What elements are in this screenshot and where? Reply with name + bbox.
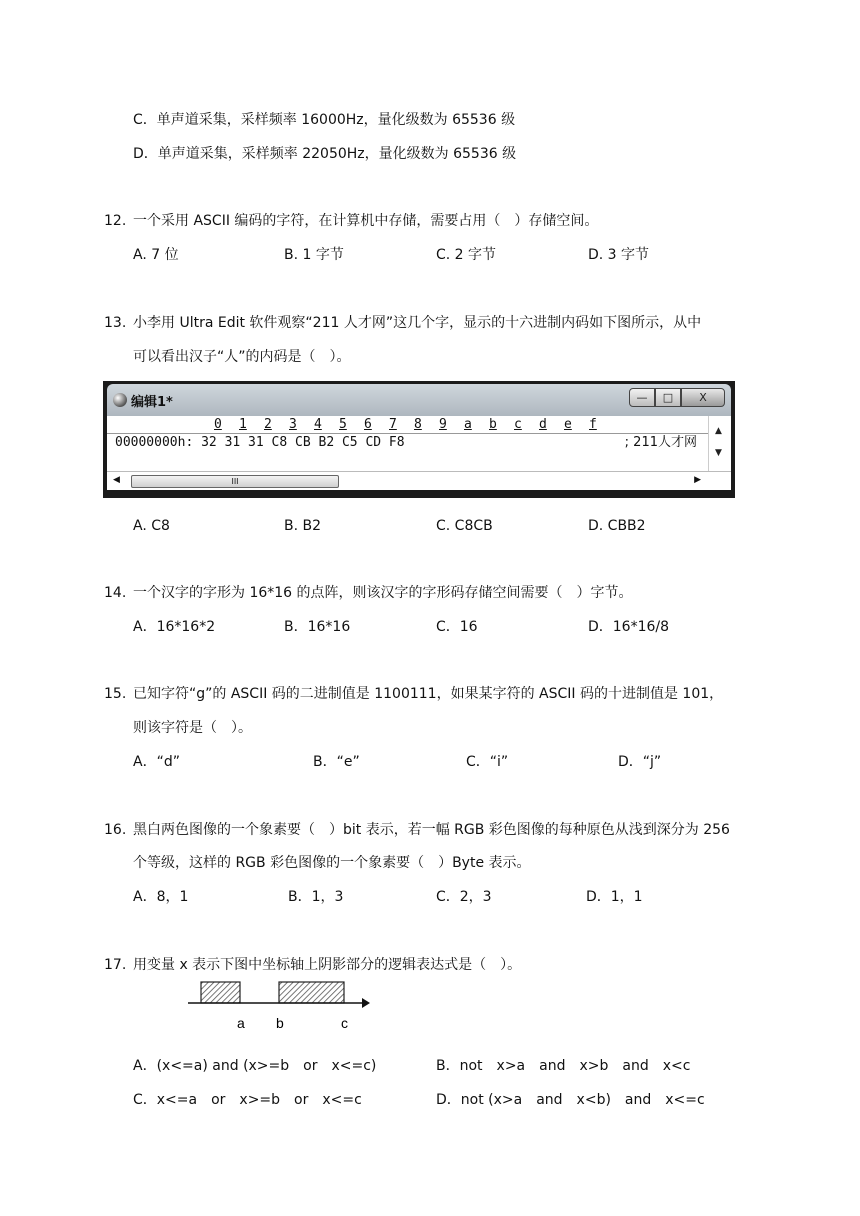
q14-number: 14. — [104, 585, 127, 601]
maximize-button: □ — [655, 388, 681, 407]
vertical-scrollbar — [708, 416, 731, 472]
q16-option-c: C．2，3 — [436, 889, 492, 905]
axis-label-b: b — [276, 1015, 284, 1031]
q16-option-d: D．1，1 — [586, 889, 643, 905]
q14-option-a: A．16*16*2 — [133, 619, 216, 635]
ultraedit-window-image — [103, 381, 735, 498]
q15-number: 15. — [104, 686, 127, 702]
q17-stem: 用变量 x 表示下图中坐标轴上阴影部分的逻辑表达式是（ ）。 — [133, 957, 522, 973]
q16-number: 16. — [104, 822, 127, 838]
q15-stem-line1: 已知字符“g”的 ASCII 码的二进制值是 1100111，如果某字符的 ASCII 码的十进制值是 101， — [133, 686, 724, 702]
q12-option-d: D. 3 字节 — [588, 247, 650, 263]
q15-stem-line2: 则该字符是（ ）。 — [133, 720, 252, 736]
scroll-right-icon: ▶ — [694, 475, 701, 485]
ruler-digit: 8 — [414, 417, 422, 432]
q16-stem-line1: 黑白两色图像的一个象素要（ ）bit 表示，若一幅 RGB 彩色图像的每种原色从浅到深分为 256 — [133, 822, 730, 838]
ruler-digit: e — [564, 417, 572, 432]
q13-option-c: C. C8CB — [436, 518, 493, 534]
minimize-button: — — [629, 388, 655, 407]
close-button: X — [681, 388, 725, 407]
q16-option-b: B．1，3 — [288, 889, 344, 905]
ruler-digit: f — [589, 417, 597, 432]
ruler-digit: 1 — [239, 417, 247, 432]
q14-option-c: C．16 — [436, 619, 478, 635]
q14-option-b: B．16*16 — [284, 619, 351, 635]
ascii-column: ; 211人才网 — [624, 435, 697, 450]
q11-option-d: D．单声道采集，采样频率 22050Hz，量化级数为 65536 级 — [133, 146, 517, 162]
ruler-digit: 4 — [314, 417, 322, 432]
hex-row: 00000000h: 32 31 31 C8 CB B2 C5 CD F8 — [115, 435, 405, 450]
q17-option-b: B．not x>a and x>b and x<c — [436, 1058, 691, 1074]
scroll-thumb: III — [131, 475, 339, 488]
q13-option-d: D. CBB2 — [588, 518, 646, 534]
axis-label-c: c — [341, 1015, 348, 1031]
axis-arrow-icon — [362, 998, 370, 1008]
q13-option-b: B. B2 — [284, 518, 322, 534]
q12-stem: 一个采用 ASCII 编码的字符，在计算机中存储，需要占用（ ）存储空间。 — [133, 213, 599, 229]
q16-option-a: A．8，1 — [133, 889, 189, 905]
ruler-digit: d — [539, 417, 547, 432]
ruler-digit: 5 — [339, 417, 347, 432]
ruler-digit: 7 — [389, 417, 397, 432]
ruler-digit: 2 — [264, 417, 272, 432]
q12-option-c: C. 2 字节 — [436, 247, 497, 263]
ultraedit-title: 编辑1* — [131, 395, 173, 410]
q15-option-b: B．“e” — [313, 754, 360, 770]
q13-stem-line1: 小李用 Ultra Edit 软件观察“211 人才网”这几个字，显示的十六进制内码如下图所示，从中 — [133, 315, 702, 331]
q17-option-a: A．(x<=a) and (x>=b or x<=c) — [133, 1058, 377, 1074]
hex-column-ruler — [107, 416, 709, 434]
horizontal-scrollbar — [107, 471, 731, 490]
q15-option-c: C．“i” — [466, 754, 509, 770]
q16-stem-line2: 个等级，这样的 RGB 彩色图像的一个象素要（ ）Byte 表示。 — [133, 855, 531, 871]
app-icon — [113, 393, 127, 407]
q17-option-d: D．not (x>a and x<b) and x<=c — [436, 1092, 705, 1108]
ruler-digit: 9 — [439, 417, 447, 432]
scroll-up-icon: ▲ — [715, 426, 722, 436]
axis-label-a: a — [237, 1015, 245, 1031]
ruler-digit: 3 — [289, 417, 297, 432]
q12-option-b: B. 1 字节 — [284, 247, 344, 263]
q13-number: 13. — [104, 315, 127, 331]
q11-option-c: C．单声道采集，采样频率 16000Hz，量化级数为 65536 级 — [133, 112, 516, 128]
number-line-diagram — [180, 976, 380, 1036]
ultraedit-titlebar — [107, 384, 731, 416]
shaded-region-left — [201, 982, 240, 1003]
q12-number: 12. — [104, 213, 127, 229]
q14-option-d: D．16*16/8 — [588, 619, 670, 635]
scroll-left-icon: ◀ — [113, 475, 120, 485]
scroll-down-icon: ▼ — [715, 448, 722, 458]
q14-stem: 一个汉字的字形为 16*16 的点阵，则该汉字的字形码存储空间需要（ ）字节。 — [133, 585, 633, 601]
q15-option-d: D．“j” — [618, 754, 662, 770]
ruler-digit: a — [464, 417, 472, 432]
q12-option-a: A. 7 位 — [133, 247, 179, 263]
shaded-region-right — [279, 982, 344, 1003]
q13-option-a: A. C8 — [133, 518, 170, 534]
q17-number: 17. — [104, 957, 127, 973]
q15-option-a: A．“d” — [133, 754, 180, 770]
ruler-digit: 6 — [364, 417, 372, 432]
ruler-digit: 0 — [214, 417, 222, 432]
ruler-digit: c — [514, 417, 522, 432]
q13-stem-line2: 可以看出汉子“人”的内码是（ ）。 — [133, 349, 351, 365]
q17-option-c: C．x<=a or x>=b or x<=c — [133, 1092, 362, 1108]
ruler-digit: b — [489, 417, 497, 432]
